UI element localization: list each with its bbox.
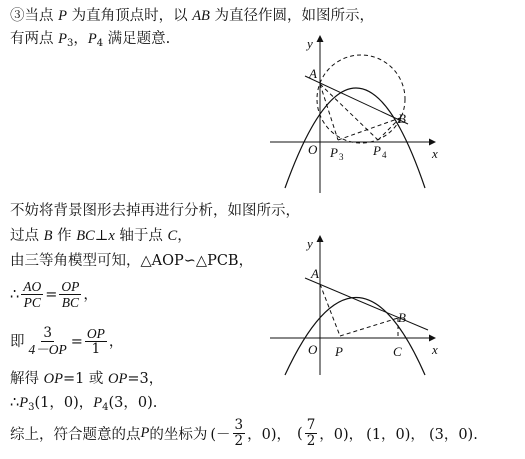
fig1-P3-label: P	[330, 145, 338, 160]
fraction-AO-PC: $\frac{AO}{PC}$	[23, 279, 42, 310]
part2-line1: 不妨将背景图形去掉再进行分析，如图所示，	[10, 203, 300, 219]
fig1-P4-sub: 4	[382, 150, 387, 160]
fraction-OP-BC: $\frac{OP}{BC}$	[61, 279, 80, 310]
part2-line5: 即 $\frac{3}{4-OP}$ = $\frac{OP}{1}$ ，	[10, 325, 124, 357]
seg-PB	[340, 318, 398, 336]
fig1-P4-label: P	[373, 143, 381, 158]
fig2-P-label: P	[335, 344, 343, 359]
seg-AP3	[320, 84, 338, 140]
part2-line7: $\therefore P_3(1$，0)，$P_4(3$，0).	[10, 395, 158, 413]
answer-2: ( $\frac{7}{2}$ ，0)，	[297, 417, 364, 449]
part2-line6: 解得 OP=1 或 OP=3，	[10, 371, 164, 387]
fig1-x-label: x	[432, 146, 438, 161]
fig1-y-label: y	[307, 36, 313, 51]
seg-P3B	[338, 118, 400, 140]
fig1-O-label: O	[308, 142, 318, 157]
fig2-A-label: A	[311, 266, 319, 281]
answer-1: (－ $\frac{3}{2}$ ，0)，	[210, 417, 292, 449]
fig1-B-label: B	[398, 111, 406, 126]
fraction-3-over-4-OP: $\frac{3}{4-OP}$	[28, 325, 67, 357]
fig1-A-label: A	[309, 66, 317, 81]
circle-AB	[317, 55, 405, 143]
fig2-x-label: x	[432, 342, 438, 357]
part2-line3: 由三等角模型可知，△AOP∽△PCB，	[10, 253, 254, 269]
fig2-B-label: B	[398, 310, 406, 325]
answer-3: (1，0)，	[366, 427, 425, 443]
figure-2	[260, 230, 450, 380]
part1-line2: 有两点 $P_3$，$P_4$ 满足题意.	[10, 31, 171, 49]
parabola	[285, 88, 425, 188]
fig1-P3-sub: 3	[339, 152, 344, 162]
answer-4: (3，0).	[428, 427, 478, 443]
conclusion-line: 综上，符合题意的点 P 的坐标为 (－ $\frac{3}{2}$ ，0)， ( $\frac{7}{2}$ ，0)， (1，0)， (3，0).	[10, 417, 478, 449]
fig2-y-label: y	[307, 236, 313, 251]
part2-line2: 过点 B 作 BC⊥x 轴于点 C，	[10, 228, 192, 244]
part1-line1: ③当点 P 为直角顶点时，以 AB 为直径作圆，如图所示，	[10, 8, 375, 24]
fig2-C-label: C	[393, 344, 402, 359]
line-AB	[305, 278, 428, 330]
fraction-OP-over-1: $\frac{OP}{1}$	[86, 326, 105, 357]
figure-1	[260, 28, 450, 198]
fig2-O-label: O	[308, 342, 318, 357]
part2-line4: ∴ $\frac{AO}{PC}$ = $\frac{OP}{BC}$ ，	[10, 279, 98, 310]
